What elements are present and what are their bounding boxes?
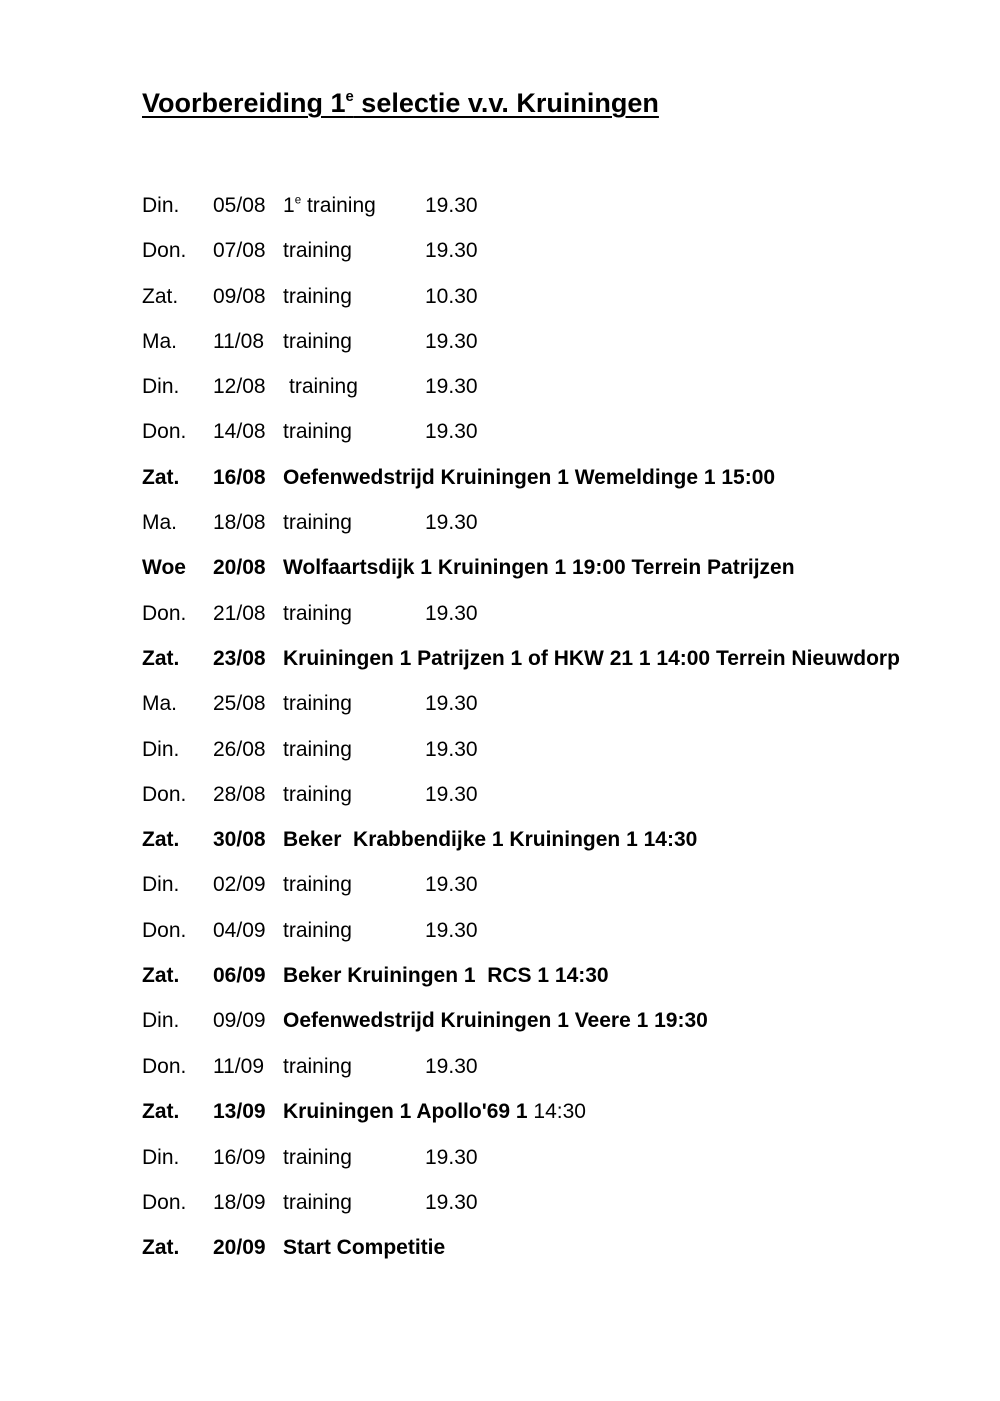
row-description [283,1100,586,1124]
row-date: 16/09 [213,1146,266,1169]
row-date: 16/08 [213,466,266,489]
row-description: Beker Kruiningen 1 RCS 1 14:30 [283,964,609,987]
row-day: Zat. [142,285,179,308]
title-prefix: Voorbereiding 1 [142,88,346,118]
row-day: Don. [142,1191,187,1214]
row-date: 30/08 [213,828,266,851]
row-day: Don. [142,1055,187,1078]
row-day: Din. [142,194,180,217]
row-description: Start Competitie [283,1236,446,1259]
row-date: 14/08 [213,420,266,443]
row-day: Din. [142,1146,180,1169]
row-date: 28/08 [213,783,266,806]
schedule-row-match [0,828,1000,858]
schedule-row [0,873,1000,903]
row-day: Din. [142,873,180,896]
row-description: Oefenwedstrijd Kruiningen 1 Wemeldinge 1 15:00 [283,466,776,489]
schedule-row [0,330,1000,360]
row-date: 11/08 [213,330,264,353]
row-day: Zat. [142,1236,180,1259]
schedule-row [0,602,1000,632]
row-day: Don. [142,919,187,942]
row-day: Don. [142,602,187,625]
schedule-row [0,1055,1000,1085]
row-day: Woe [142,556,186,579]
row-time: 19.30 [425,692,478,715]
row-time: 19.30 [425,1055,478,1078]
row-day: Din. [142,1009,180,1032]
row-day: Zat. [142,1100,180,1123]
row-description: training [283,1146,352,1169]
row-time: 19.30 [425,511,478,534]
row-date: 20/08 [213,556,266,579]
row-description: training [283,738,352,761]
schedule-row-match [0,1100,1000,1130]
title-suffix: selectie v.v. Kruiningen [353,88,659,118]
row-description: training [283,285,352,308]
row-description: training [283,692,352,715]
row-description: training [283,239,352,262]
schedule-row-match [0,647,1000,677]
schedule-row [0,783,1000,813]
row-description: training [283,873,352,896]
row-day: Don. [142,783,187,806]
row-time: 19.30 [425,330,478,353]
row-date: 04/09 [213,919,266,942]
row-day: Din. [142,738,180,761]
row-date: 07/08 [213,239,266,262]
row-description: training [289,375,358,398]
row-description [283,194,376,218]
row-day: Zat. [142,466,180,489]
schedule-row [0,239,1000,269]
row-description: training [283,420,352,443]
schedule-row [0,375,1000,405]
schedule-row [0,420,1000,450]
row-time: 19.30 [425,738,478,761]
row-date: 12/08 [213,375,266,398]
row-time: 19.30 [425,1191,478,1214]
row-time: 19.30 [425,375,478,398]
row-description: training [283,1055,352,1078]
row-time: 19.30 [425,783,478,806]
row-description: Wolfaartsdijk 1 Kruiningen 1 19:00 Terrein Patrijzen [283,556,795,579]
row-time: 19.30 [425,194,478,217]
schedule-row [0,511,1000,541]
schedule-row [0,194,1000,224]
row-date: 06/09 [213,964,266,987]
row-time: 19.30 [425,602,478,625]
schedule-row [0,285,1000,315]
schedule-row-match [0,556,1000,586]
row-day: Zat. [142,828,180,851]
row-date: 02/09 [213,873,266,896]
row-day: Din. [142,375,180,398]
schedule-row [0,919,1000,949]
row-date: 20/09 [213,1236,266,1259]
row-day: Ma. [142,692,178,715]
row-description-text: Kruiningen 1 Apollo'69 1 [283,1100,528,1123]
schedule-row-match [0,964,1000,994]
row-description: training [283,783,352,806]
row-time: 19.30 [425,239,478,262]
schedule-row-match [0,1236,1000,1266]
row-date: 13/09 [213,1100,266,1123]
title-superscript: e [345,88,354,105]
row-date: 18/09 [213,1191,266,1214]
row-description: training [283,330,352,353]
row-date: 23/08 [213,647,266,670]
row-day: Ma. [142,511,178,534]
row-description: training [283,602,352,625]
row-date: 18/08 [213,511,266,534]
row-date: 09/09 [213,1009,266,1032]
row-description: training [283,1191,352,1214]
schedule-row-match [0,466,1000,496]
row-description: training [283,919,352,942]
row-time: 19.30 [425,420,478,443]
row-day: Don. [142,420,187,443]
row-date: 21/08 [213,602,266,625]
row-date: 05/08 [213,194,266,217]
row-description-superscript: e [294,194,302,207]
row-day: Ma. [142,330,178,353]
row-day: Don. [142,239,187,262]
row-date: 11/09 [213,1055,264,1078]
page-title [142,88,659,119]
schedule-row [0,692,1000,722]
row-date: 09/08 [213,285,266,308]
row-description: Kruiningen 1 Patrijzen 1 of HKW 21 1 14:00 Terrein Nieuwdorp [283,647,900,670]
row-time: 10.30 [425,285,478,308]
schedule-row [0,1146,1000,1176]
row-description: Oefenwedstrijd Kruiningen 1 Veere 1 19:30 [283,1009,708,1032]
row-time: 19.30 [425,919,478,942]
row-day: Zat. [142,964,180,987]
row-description-number: 1 [283,194,295,217]
row-date: 26/08 [213,738,266,761]
row-day: Zat. [142,647,180,670]
row-description-text: training [301,194,376,217]
schedule-row [0,738,1000,768]
row-description: training [283,511,352,534]
schedule-row [0,1191,1000,1221]
row-date: 25/08 [213,692,266,715]
row-time: 19.30 [425,1146,478,1169]
schedule-row-match [0,1009,1000,1039]
row-description-time: 14:30 [527,1100,586,1123]
row-time: 19.30 [425,873,478,896]
row-description: Beker Krabbendijke 1 Kruiningen 1 14:30 [283,828,698,851]
